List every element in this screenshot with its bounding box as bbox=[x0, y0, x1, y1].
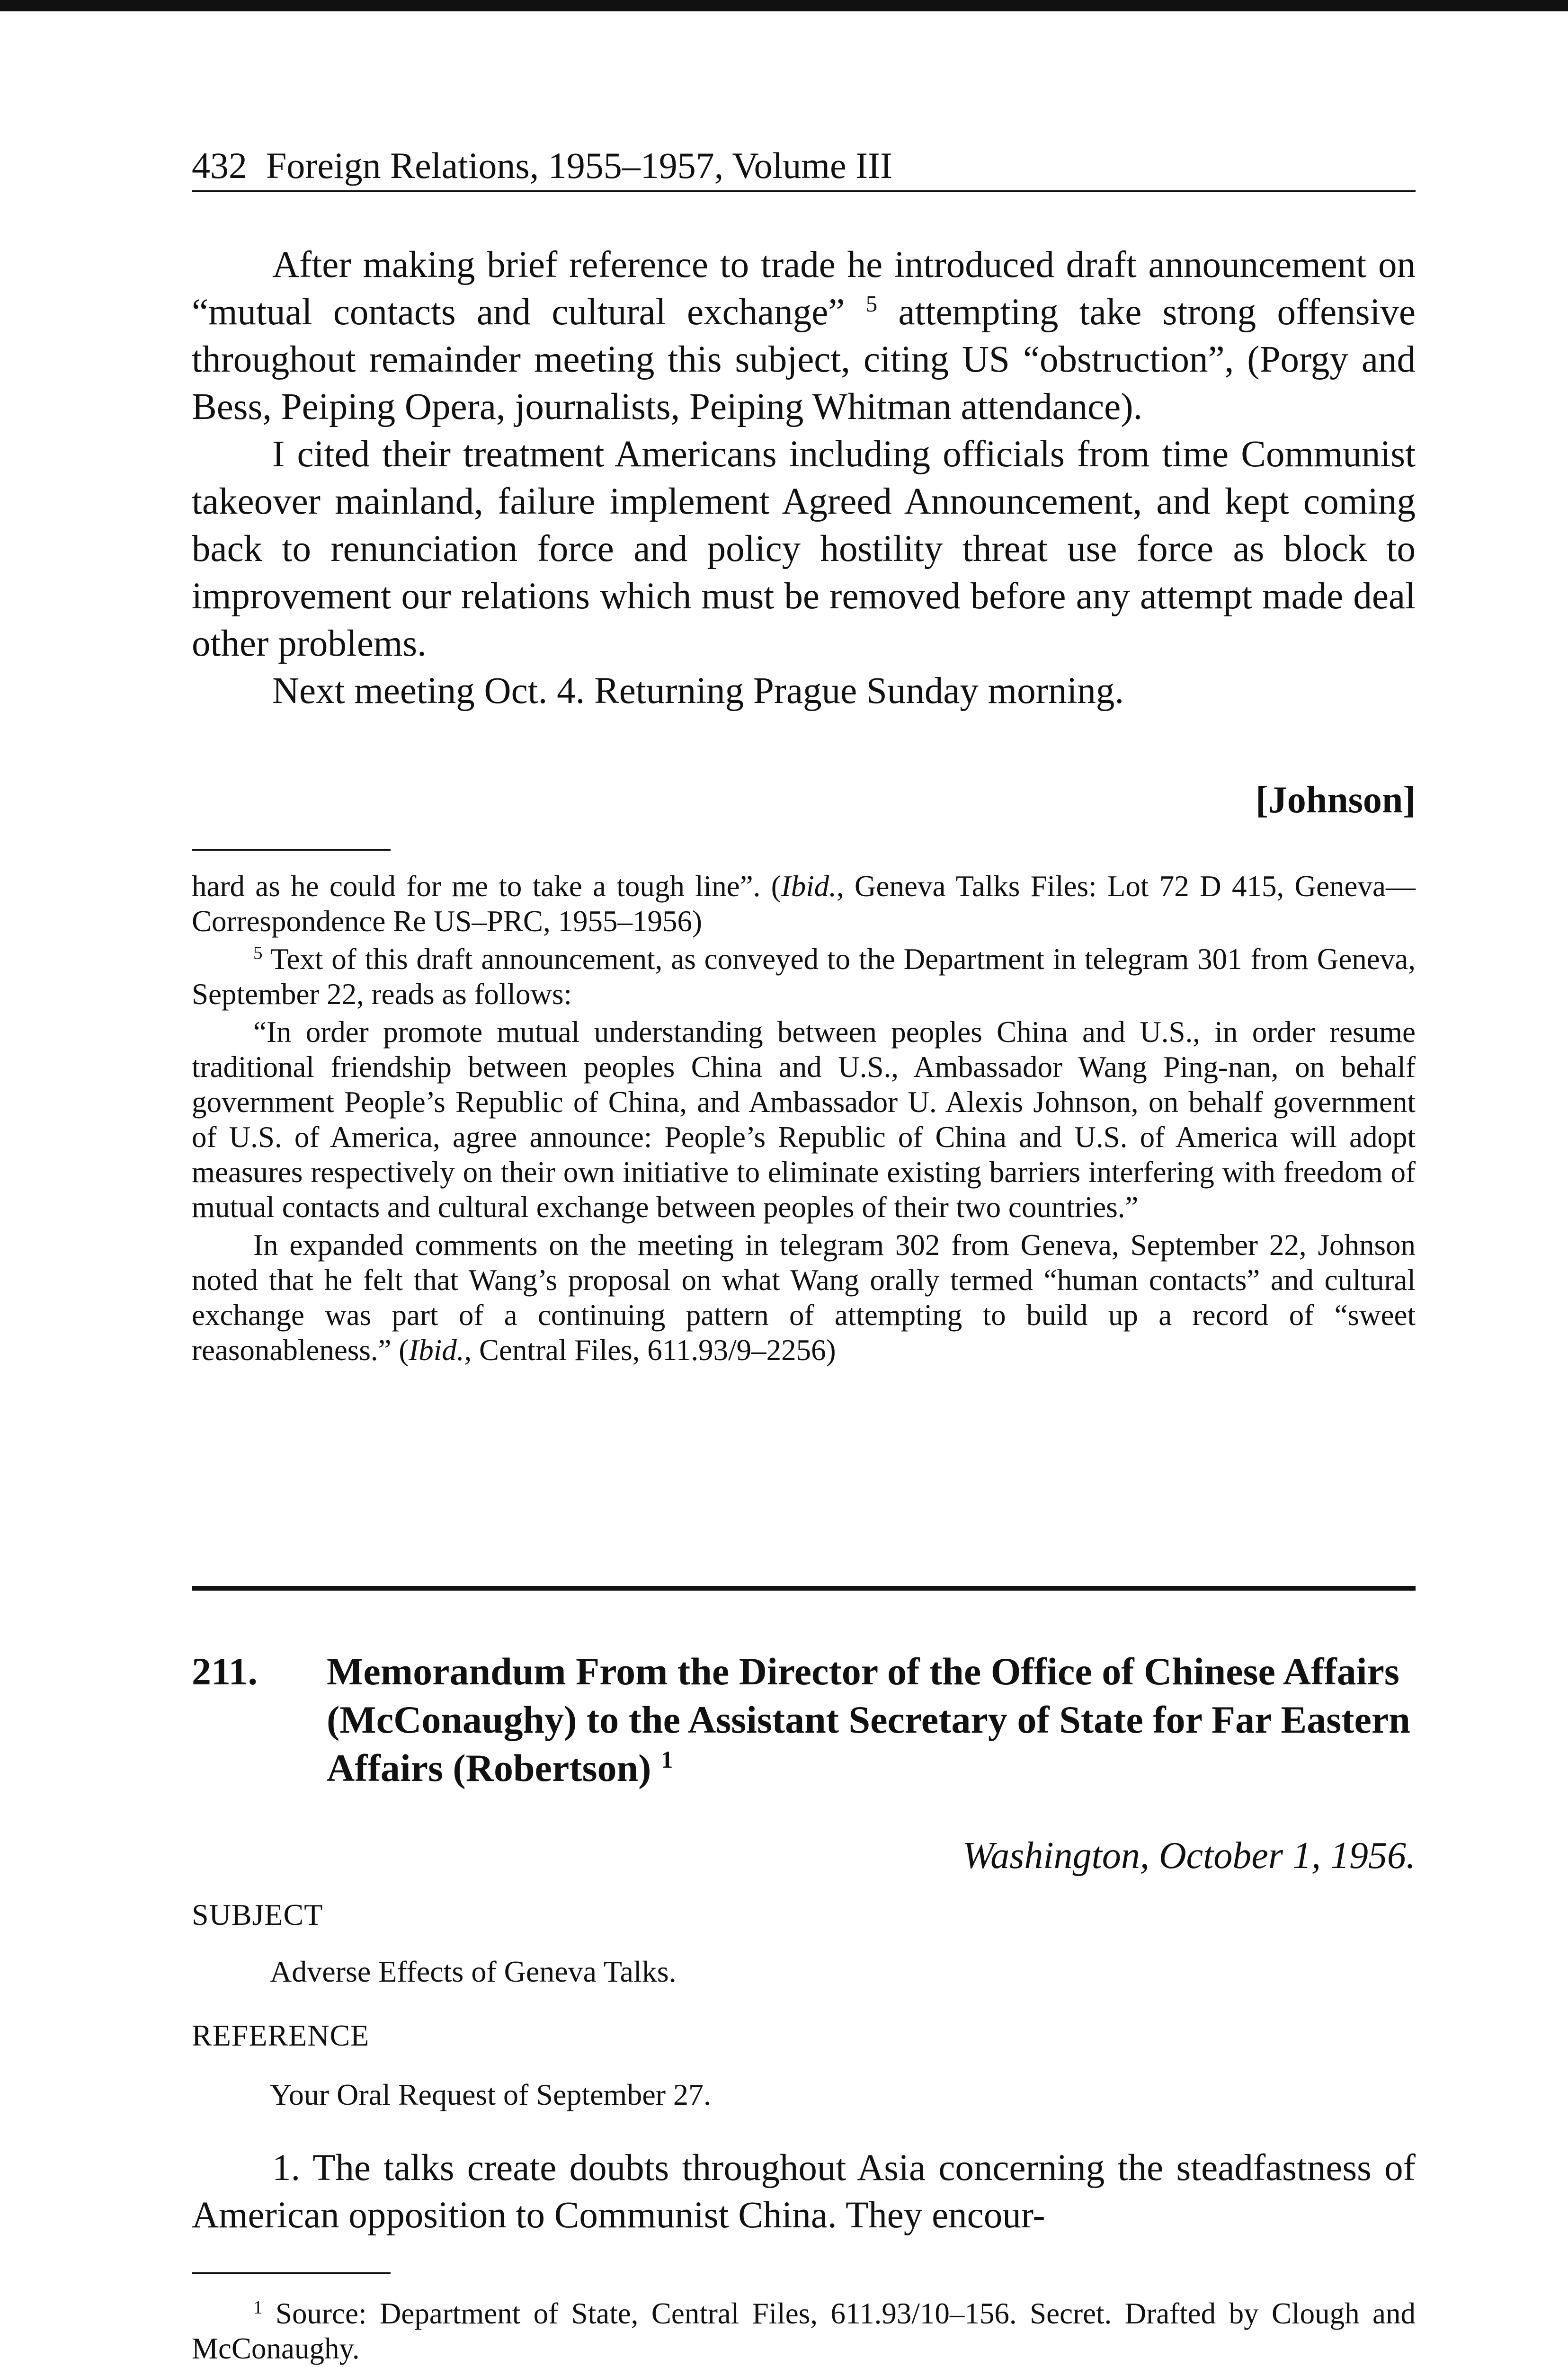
document-title: Memorandum From the Director of the Office of Chinese Affairs (McConaughy) to the Assistant Secretary of State for Far Eastern Affairs (Robertson) $^1$ bbox=[327, 1650, 1410, 1789]
section-divider bbox=[192, 1586, 1416, 1591]
footnote-mark-1: 1 bbox=[253, 2297, 263, 2318]
body-paragraph-1: After making brief reference to trade he introduced draft announcement on “mutual contacts and cultural exchange” $^5$ attempting take strong offensive throughout remainder meeting this subject, citing US “obstruction”, (Porgy and Bess, Peiping Opera, journalists, Peiping Whitman attendance). bbox=[192, 244, 1416, 427]
footnote-ref-1[interactable]: 1 bbox=[660, 1746, 673, 1773]
footnote-5: $^5$ Text of this draft announcement, as conveyed to the Department in telegram 301 from Geneva, September 22, reads as follows: bbox=[192, 943, 1416, 1011]
subject-value: Adverse Effects of Geneva Talks. bbox=[270, 1955, 677, 1988]
scan-top-edge bbox=[0, 0, 1568, 11]
subject-label: SUBJECT bbox=[192, 1898, 323, 1931]
footnotes-top bbox=[192, 869, 1416, 1370]
footnote-ref-5[interactable]: 5 bbox=[865, 291, 878, 317]
body-paragraph-3: Next meeting Oct. 4. Returning Prague Sunday morning. bbox=[272, 670, 1124, 712]
signature: [Johnson] bbox=[1256, 779, 1416, 821]
page-number: 432 bbox=[192, 145, 247, 186]
telegram-body bbox=[192, 241, 1416, 715]
footnote-divider-bottom bbox=[192, 2272, 391, 2274]
running-title: Foreign Relations, 1955–1957, Volume III bbox=[266, 145, 893, 186]
footnote-divider bbox=[192, 849, 391, 851]
body-paragraph-2: I cited their treatment Americans including officials from time Communist takeover mainland, failure implement Agreed Announcement, and kept coming back to renunciation force and policy hostility threat use force as block to improvement our relations which must be removed before any attempt made deal other problems. bbox=[192, 434, 1416, 664]
reference-value: Your Oral Request of September 27. bbox=[270, 2078, 712, 2111]
footnote-mark-5: 5 bbox=[253, 943, 263, 963]
dateline: Washington, October 1, 1956. bbox=[962, 1835, 1416, 1877]
memo-paragraph-1: 1. The talks create doubts throughout Asia concerning the steadfastness of American opposition to Communist China. They encour- bbox=[192, 2147, 1416, 2236]
footnote-5-quote: “In order promote mutual understanding between peoples China and U.S., in order resume traditional friendship between peoples China and U.S., Ambassador Wang Ping-nan, on behalf government People’s Republic of China, and Ambassador U. Alexis Johnson, on behalf government of U.S. of America, agree announce: People’s Republic of China and U.S. of America will adopt measures respectively on their own initiative to eliminate existing barriers interfering with freedom of mutual contacts and cultural exchange between peoples of their two countries.” bbox=[192, 1015, 1416, 1224]
document-number: 211. bbox=[192, 1650, 258, 1693]
footnote-1: $^1$ Source: Department of State, Central Files, 611.93/10–156. Secret. Drafted by Clough and McConaughy. bbox=[192, 2297, 1416, 2365]
footnote-continuation: hard as he could for me to take a tough line”. (Ibid., Geneva Talks Files: Lot 72 D 415, Geneva—Correspondence Re US–PRC, 1955–1956) bbox=[192, 870, 1416, 938]
running-header bbox=[192, 142, 1416, 192]
reference-label: REFERENCE bbox=[192, 2019, 370, 2052]
footnote-5-comment: In expanded comments on the meeting in telegram 302 from Geneva, September 22, Johnson noted that he felt that Wang’s proposal on what Wang orally termed “human contacts” and cultural exchange was part of a continuing pattern of attempting to build up a record of “sweet reasonableness.” (Ibid., Central Files, 611.93/9–2256) bbox=[192, 1228, 1416, 1367]
